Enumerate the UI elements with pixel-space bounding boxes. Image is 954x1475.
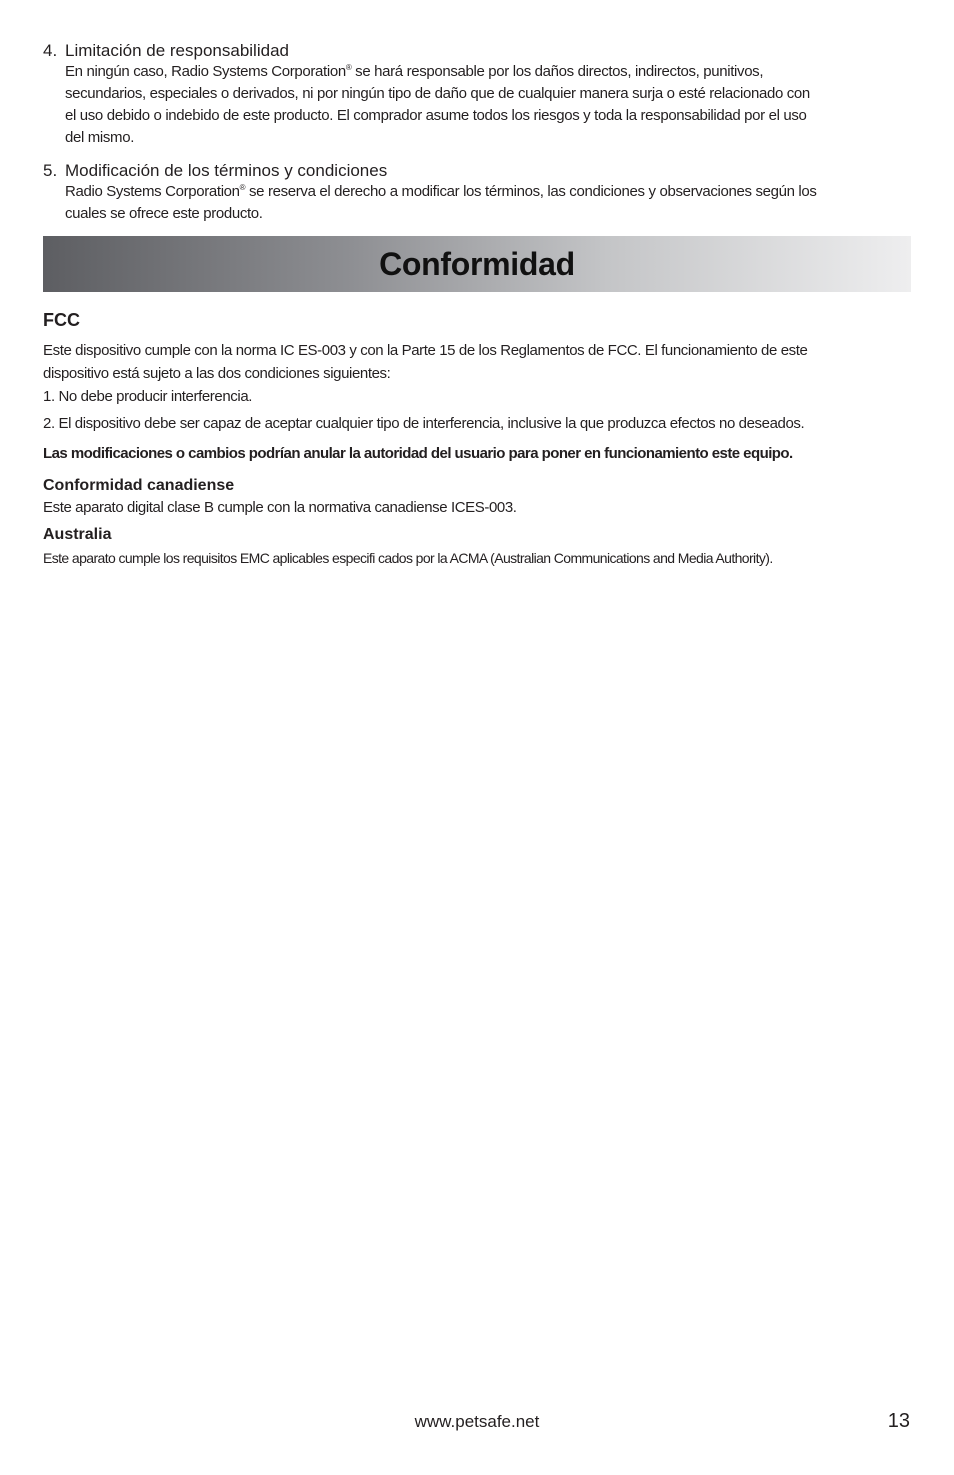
conformity-banner	[43, 236, 911, 292]
canada-text: Este aparato digital clase B cumple con la normativa canadiense ICES-003.	[43, 499, 517, 516]
body-line: secundarios, especiales o derivados, ni por ningún tipo de daño que de cualquier manera surja o esté relacionado con	[65, 85, 810, 102]
fcc-warning: Las modificaciones o cambios podrían anular la autoridad del usuario para poner en funcionamiento este equipo.	[43, 445, 793, 462]
fcc-condition: 1. No debe producir interferencia.	[43, 388, 253, 405]
section-heading	[43, 41, 911, 61]
australia-text: Este aparato cumple los requisitos EMC aplicables especifi cados por la ACMA (Australian Communications and Media Authority).	[43, 550, 773, 566]
section-title: Modificación de los términos y condiciones	[65, 161, 388, 180]
banner-title: Conformidad	[379, 245, 575, 282]
page-number: 13	[887, 1410, 910, 1432]
fcc-section	[43, 310, 911, 465]
section-heading	[43, 161, 911, 181]
fcc-condition: 2. El dispositivo debe ser capaz de aceptar cualquier tipo de interferencia, inclusive la que produzca efectos no deseados.	[43, 415, 805, 432]
section-body	[65, 61, 911, 149]
section-limitation	[43, 41, 911, 149]
canada-section	[43, 476, 911, 519]
section-title: Limitación de responsabilidad	[65, 41, 289, 60]
fcc-intro-line: dispositivo está sujeto a las dos condiciones siguientes:	[43, 365, 391, 382]
body-line: cuales se ofrece este producto.	[65, 205, 263, 222]
body-line: el uso debido o indebido de este producto. El comprador asume todos los riesgos y toda la responsabilidad por el uso	[65, 107, 807, 124]
registered-mark: ®	[345, 63, 352, 72]
australia-section	[43, 525, 911, 568]
section-number: 4.	[43, 41, 58, 60]
section-body	[65, 181, 911, 225]
fcc-intro-line: Este dispositivo cumple con la norma IC ES-003 y con la Parte 15 de los Reglamentos de FCC. El funcionamiento de este	[43, 342, 808, 359]
section-modification	[43, 161, 911, 225]
canada-heading: Conformidad canadiense	[43, 477, 235, 494]
section-number: 5.	[43, 161, 58, 180]
body-line: Radio Systems Corporation® se reserva el derecho a modificar los términos, las condiciones y observaciones según los	[65, 183, 817, 200]
registered-mark: ®	[239, 183, 246, 192]
body-line: del mismo.	[65, 129, 135, 146]
fcc-heading: FCC	[43, 310, 80, 330]
footer-url[interactable]: www.petsafe.net	[414, 1412, 540, 1431]
australia-heading: Australia	[43, 526, 112, 543]
body-line: En ningún caso, Radio Systems Corporation® se hará responsable por los daños directos, indirectos, punitivos,	[65, 63, 764, 80]
